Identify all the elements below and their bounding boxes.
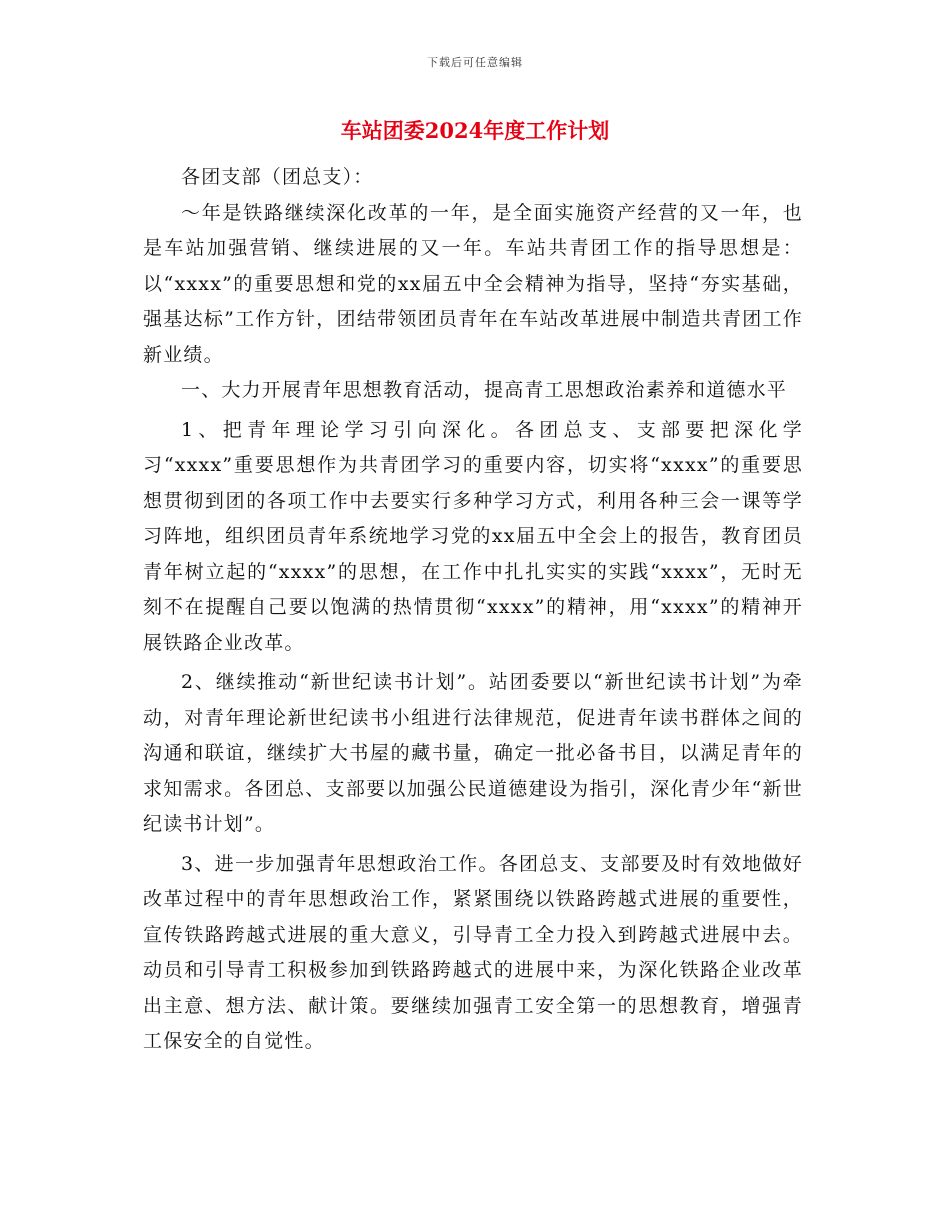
item-paragraph-3: 3、进一步加强青年思想政治工作。各团总支、支部要及时有效地做好改革过程中的青年思想政治工作，紧紧围绕以铁路跨越式进展的重要性，宣传铁路跨越式进展的重大意义，引导青工全力投入到跨越式进展中去。动员和引导青工积极参加到铁路跨越式的进展中来，为深化铁路企业改革出主意、想方法、献计策。要继续加强青工安全第一的思想教育，增强青工保安全的自觉性。	[143, 852, 803, 1052]
section-heading: 一、大力开展青年思想教育活动，提高青工思想政治素养和道德水平	[181, 379, 788, 401]
salutation: 各团支部（团总支）：	[181, 166, 374, 188]
item-paragraph-2: 2、继续推动“新世纪读书计划”。站团委要以“新世纪读书计划”为牵动，对青年理论新世纪读书小组进行法律规范，促进青年读书群体之间的沟通和联谊，继续扩大书屋的藏书量，确定一批必备书目，以满足青年的求知需求。各团总、支部要以加强公民道德建设为指引，深化青少年“新世纪读书计划”。	[143, 671, 803, 835]
document-body	[143, 160, 803, 1060]
intro-paragraph: ～年是铁路继续深化改革的一年，是全面实施资产经营的又一年，也是车站加强营销、继续进展的又一年。车站共青团工作的指导思想是：以“xxxx”的重要思想和党的xx届五中全会精神为指导，坚持“夯实基础，强基达标”工作方针，团结带领团员青年在车站改革进展中制造共青团工作新业绩。	[143, 201, 803, 366]
header-note: 下载后可任意编辑	[427, 56, 523, 69]
item-paragraph-1: 1、把青年理论学习引向深化。各团总支、支部要把深化学习“xxxx”重要思想作为共青团学习的重要内容，切实将“xxxx”的重要思想贯彻到团的各项工作中去要实行多种学习方式，利用各种三会一课等学习阵地，组织团员青年系统地学习党的xx届五中全会上的报告，教育团员青年树立起的“xxxx”的思想，在工作中扎扎实实的实践“xxxx”，无时无刻不在提醒自己要以饱满的热情贯彻“xxxx”的精神，用“xxxx”的精神开展铁路企业改革。	[143, 418, 803, 654]
document-title: 车站团委2024年度工作计划	[340, 118, 610, 143]
